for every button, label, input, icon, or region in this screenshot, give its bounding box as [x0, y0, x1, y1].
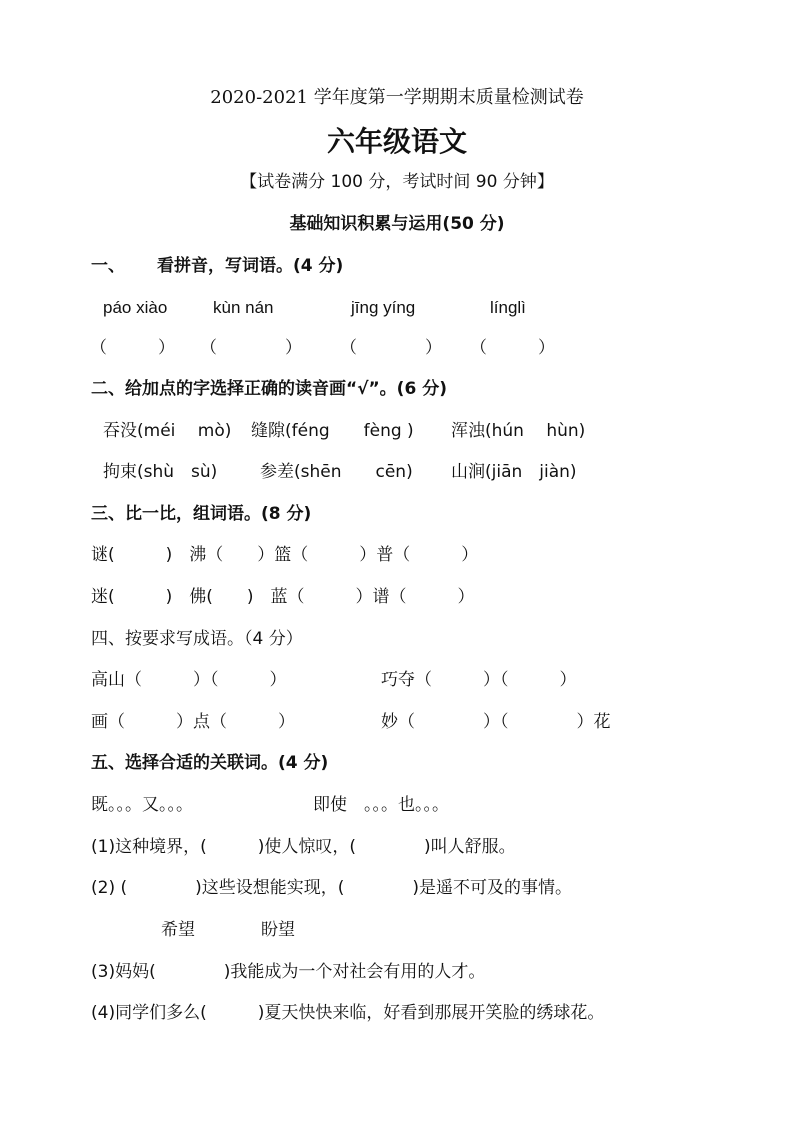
q1-answer-blank-3[interactable]: （ ） — [340, 338, 442, 358]
q1-heading: 看拼音，写词语。(4 分) — [157, 256, 344, 276]
q1-answer-blank-1[interactable]: （ ） — [90, 338, 175, 358]
q2-heading: 二、给加点的字选择正确的读音画“√”。(6 分) — [91, 379, 447, 399]
q5-option-2: 即使 。。。也。。。 — [313, 795, 449, 815]
q5-option-1: 既。。。又。。。 — [91, 795, 193, 815]
q1-answer-blank-4[interactable]: （ ） — [470, 338, 555, 358]
exam-title: 2020-2021 学年度第一学期期末质量检测试卷 — [210, 87, 584, 108]
subject-title: 六年级语文 — [326, 125, 467, 158]
q3-row-1[interactable]: 谜( ) 沸（ ）篮（ ）普（ ） — [91, 545, 479, 565]
q4-item-2[interactable]: 巧夺（ ）（ ） — [381, 670, 577, 690]
q1-pinyin-3: jīng yíng — [351, 298, 416, 317]
q1-pinyin-1: páo xiào — [103, 298, 168, 317]
q1-number: 一、 — [91, 256, 125, 276]
q2-item-6[interactable]: 山涧(jiān jiàn) — [451, 462, 577, 482]
q4-heading: 四、按要求写成语。（4 分） — [91, 629, 303, 649]
q5-sentence-2[interactable]: (2) ( )这些设想能实现，( )是遥不可及的事情。 — [91, 878, 573, 898]
q1-pinyin-4: línglì — [490, 298, 526, 317]
q2-item-3[interactable]: 浑浊(hún hùn) — [451, 421, 586, 441]
q5-sentence-4[interactable]: (4)同学们多么( )夏天快快来临，好看到那展开笑脸的绣球花。 — [91, 1003, 605, 1023]
part-title: 基础知识积累与运用(50 分) — [289, 214, 505, 234]
q5-sentence-3[interactable]: (3)妈妈( )我能成为一个对社会有用的人才。 — [91, 962, 486, 982]
q2-item-2[interactable]: 缝隙(féng fèng ) — [251, 421, 414, 441]
q4-item-1[interactable]: 高山（ ）（ ） — [91, 670, 287, 690]
q2-item-1[interactable]: 吞没(méi mò) — [103, 421, 232, 441]
q1-pinyin-2: kùn nán — [213, 298, 274, 317]
q4-item-3[interactable]: 画（ ）点（ ） — [91, 712, 295, 732]
q5-option-3: 希望 — [161, 920, 195, 940]
exam-info: 【试卷满分 100 分，考试时间 90 分钟】 — [240, 172, 554, 192]
q3-row-2[interactable]: 迷( ) 佛( ) 蓝（ ）谱（ ） — [91, 587, 475, 607]
q5-sentence-1[interactable]: (1)这种境界，( )使人惊叹，( )叫人舒服。 — [91, 837, 516, 857]
q5-option-4: 盼望 — [261, 920, 295, 940]
q3-heading: 三、比一比，组词语。(8 分) — [91, 504, 312, 524]
q2-item-5[interactable]: 参差(shēn cēn) — [260, 462, 413, 482]
q1-answer-blank-2[interactable]: （ ） — [200, 338, 302, 358]
q5-heading: 五、选择合适的关联词。(4 分) — [91, 753, 329, 773]
q4-item-4[interactable]: 妙（ ）（ ）花 — [381, 712, 611, 732]
q2-item-4[interactable]: 拘束(shù sù) — [103, 462, 218, 482]
